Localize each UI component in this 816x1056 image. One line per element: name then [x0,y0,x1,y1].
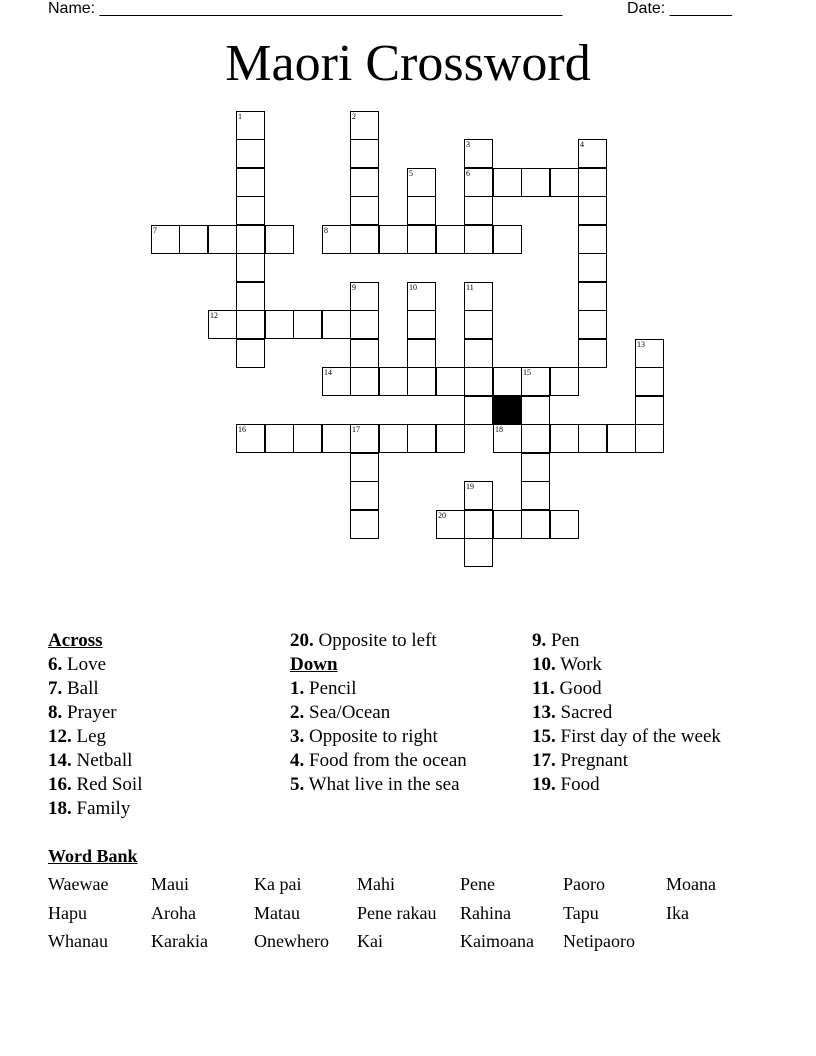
clue-number-label: 1. [290,678,305,699]
clue-item [290,678,510,700]
crossword-cell [464,367,493,396]
clue-number-label: 10. [532,654,556,675]
clue-number-label: 15. [532,726,556,747]
crossword-cell [464,225,493,254]
clue-number: 12 [210,311,218,320]
clue-number-label: 6. [48,654,63,675]
crossword-cell [236,111,265,140]
clue-text: Pen [546,630,580,651]
clue-text: Red Soil [71,774,143,795]
word-bank-item: Netipaoro [563,931,635,951]
word-bank-item: Paoro [563,874,605,894]
crossword-cell [436,225,465,254]
clue-number-label: 7. [48,678,63,699]
crossword-cell [151,225,180,254]
word-bank-item: Pene rakau [357,903,437,923]
clues-column-3 [532,630,732,798]
clue-number: 9 [352,283,356,292]
crossword-cell [578,196,607,225]
word-bank-item: Mahi [357,874,395,894]
clues-column-1 [48,630,278,822]
clue-text: Food from the ocean [304,750,467,771]
crossword-cell [322,225,351,254]
clue-number-label: 13. [532,702,556,723]
crossword-cell [550,168,579,197]
word-bank-item: Ka pai [254,874,302,894]
word-bank-item: Ika [666,903,689,923]
clue-text: Ball [62,678,99,699]
clue-text: Pregnant [555,750,629,771]
down-clue-list [290,678,510,796]
crossword-cell [179,225,208,254]
crossword-cell [350,339,379,368]
crossword-cell [236,282,265,311]
crossword-cell [236,253,265,282]
crossword-cell [407,282,436,311]
crossword-cell [350,168,379,197]
word-bank-item: Moana [666,874,716,894]
crossword-cell [464,481,493,510]
clue-number: 1 [238,112,242,121]
clue-text: Netball [71,750,133,771]
clue-item [532,630,732,652]
clue-text: Good [554,678,602,699]
clue-text: Opposite to left [313,630,437,651]
crossword-cell [550,510,579,539]
crossword-cell [293,310,322,339]
crossword-cell [635,367,664,396]
crossword-cell [350,111,379,140]
crossword-cell [407,310,436,339]
crossword-cell [464,396,493,425]
clue-item [290,750,510,772]
clue-item [290,702,510,724]
clue-number: 5 [409,169,413,178]
crossword-cell [464,196,493,225]
word-bank-item: Tapu [563,903,599,923]
crossword-cell [350,453,379,482]
across-heading: Across [48,630,103,651]
clue-number-label: 14. [48,750,72,771]
crossword-cell [350,196,379,225]
clue-text: Work [555,654,602,675]
clue-item [532,678,732,700]
crossword-cell [578,310,607,339]
down-clue-list-continued [532,630,732,796]
crossword-cell [578,225,607,254]
crossword-cell [350,225,379,254]
clue-number: 3 [466,140,470,149]
crossword-cell [521,168,550,197]
clue-number: 20 [438,511,446,520]
crossword-cell [464,310,493,339]
word-bank-item: Maui [151,874,189,894]
clue-item [290,774,510,796]
clue-text: Sea/Ocean [304,702,391,723]
crossword-cell [607,424,636,453]
clue-number: 8 [324,226,328,235]
crossword-cell [265,424,294,453]
crossword-cell [521,367,550,396]
clue-item [532,654,732,676]
word-bank-item: Matau [254,903,300,923]
crossword-cell [208,225,237,254]
clue-number: 18 [495,425,503,434]
crossword-cell [379,424,408,453]
crossword-black-cell [493,396,522,425]
down-heading: Down [290,654,338,675]
crossword-cell [436,424,465,453]
crossword-cell [265,310,294,339]
clue-item [532,726,732,748]
clue-number-label: 17. [532,750,556,771]
crossword-cell [236,225,265,254]
clue-number: 16 [238,425,246,434]
crossword-cell [464,510,493,539]
crossword-cell [521,424,550,453]
clue-item [48,678,278,700]
crossword-cell [464,282,493,311]
clue-item [48,750,278,772]
crossword-cell [236,339,265,368]
crossword-cell [322,310,351,339]
across-clue-list [48,654,278,820]
page-title: Maori Crossword [225,35,591,92]
crossword-cell [208,310,237,339]
crossword-cell [464,538,493,567]
crossword-cell [293,424,322,453]
clue-text: Family [71,798,131,819]
clue-number-label: 8. [48,702,63,723]
crossword-cell [493,510,522,539]
crossword-cell [407,196,436,225]
clue-item [48,774,278,796]
crossword-cell [550,424,579,453]
crossword-cell [322,367,351,396]
clues-column-2 [290,630,510,798]
clue-text: Pencil [304,678,357,699]
crossword-cell [350,282,379,311]
clue-item [48,702,278,724]
crossword-cell [236,424,265,453]
crossword-cell [464,168,493,197]
crossword-cell [322,424,351,453]
crossword-cell [635,339,664,368]
clue-number: 11 [466,283,474,292]
clue-number-label: 12. [48,726,72,747]
name-field-label: Name: ____________________________________________________ [48,0,563,17]
crossword-cell [493,424,522,453]
clue-number-label: 11. [532,678,555,699]
clue-text: Food [555,774,600,795]
crossword-cell [236,168,265,197]
crossword-cell [464,139,493,168]
crossword-cell [350,310,379,339]
crossword-cell [236,196,265,225]
clue-number-label: 19. [532,774,556,795]
word-bank-item: Karakia [151,931,208,951]
crossword-cell [578,339,607,368]
clue-number: 7 [153,226,157,235]
clue-text: Sacred [555,702,613,723]
clue-number: 2 [352,112,356,121]
crossword-cell [436,367,465,396]
clue-item [48,726,278,748]
clue-item [532,750,732,772]
crossword-cell [236,310,265,339]
crossword-cell [350,510,379,539]
word-bank-item: Kai [357,931,383,951]
crossword-cell [493,168,522,197]
clue-text: Leg [71,726,107,747]
crossword-cell [350,424,379,453]
crossword-cell [350,367,379,396]
crossword-cell [236,139,265,168]
clue-number: 14 [324,368,332,377]
across-clue-list-continued [290,630,510,652]
clue-number: 13 [637,340,645,349]
clue-number-label: 9. [532,630,547,651]
clue-number: 17 [352,425,360,434]
crossword-cell [493,225,522,254]
clue-number-label: 16. [48,774,72,795]
crossword-cell [407,225,436,254]
clue-text: First day of the week [555,726,721,747]
crossword-cell [350,481,379,510]
clue-item [532,774,732,796]
clue-text: Opposite to right [304,726,438,747]
crossword-cell [550,367,579,396]
crossword-cell [407,367,436,396]
word-bank-item: Whanau [48,931,108,951]
clue-text: Love [62,654,107,675]
clue-item [290,726,510,748]
clue-number-label: 3. [290,726,305,747]
word-bank-heading: Word Bank [48,846,138,866]
crossword-cell [578,282,607,311]
clue-number-label: 2. [290,702,305,723]
crossword-cell [407,424,436,453]
crossword-cell [578,139,607,168]
clue-number: 19 [466,482,474,491]
crossword-cell [493,367,522,396]
clue-number: 6 [466,169,470,178]
clue-item [48,654,278,676]
clue-number-label: 20. [290,630,314,651]
crossword-cell [578,424,607,453]
clue-text: Prayer [62,702,117,723]
clue-item [48,798,278,820]
crossword-cell [350,139,379,168]
crossword-cell [521,453,550,482]
date-field-label: Date: _______ [627,0,732,17]
clue-number: 4 [580,140,584,149]
crossword-cell [635,396,664,425]
crossword-cell [521,481,550,510]
word-bank-item: Rahina [460,903,511,923]
clue-item [532,702,732,724]
clue-number: 15 [523,368,531,377]
word-bank-item: Waewae [48,874,109,894]
clue-number: 10 [409,283,417,292]
clue-number-label: 18. [48,798,72,819]
crossword-cell [635,424,664,453]
crossword-cell [265,225,294,254]
crossword-cell [521,510,550,539]
clue-number-label: 5. [290,774,305,795]
crossword-cell [436,510,465,539]
crossword-cell [464,339,493,368]
word-bank-item: Onewhero [254,931,329,951]
crossword-cell [407,339,436,368]
crossword-cell [379,367,408,396]
crossword-cell [578,168,607,197]
crossword-cell [578,253,607,282]
clue-item [290,630,510,652]
clue-text: What live in the sea [304,774,460,795]
word-bank-item: Aroha [151,903,196,923]
word-bank-item: Hapu [48,903,87,923]
word-bank-item: Kaimoana [460,931,534,951]
clue-number-label: 4. [290,750,305,771]
crossword-cell [407,168,436,197]
crossword-cell [521,396,550,425]
crossword-cell [379,225,408,254]
word-bank-item: Pene [460,874,495,894]
